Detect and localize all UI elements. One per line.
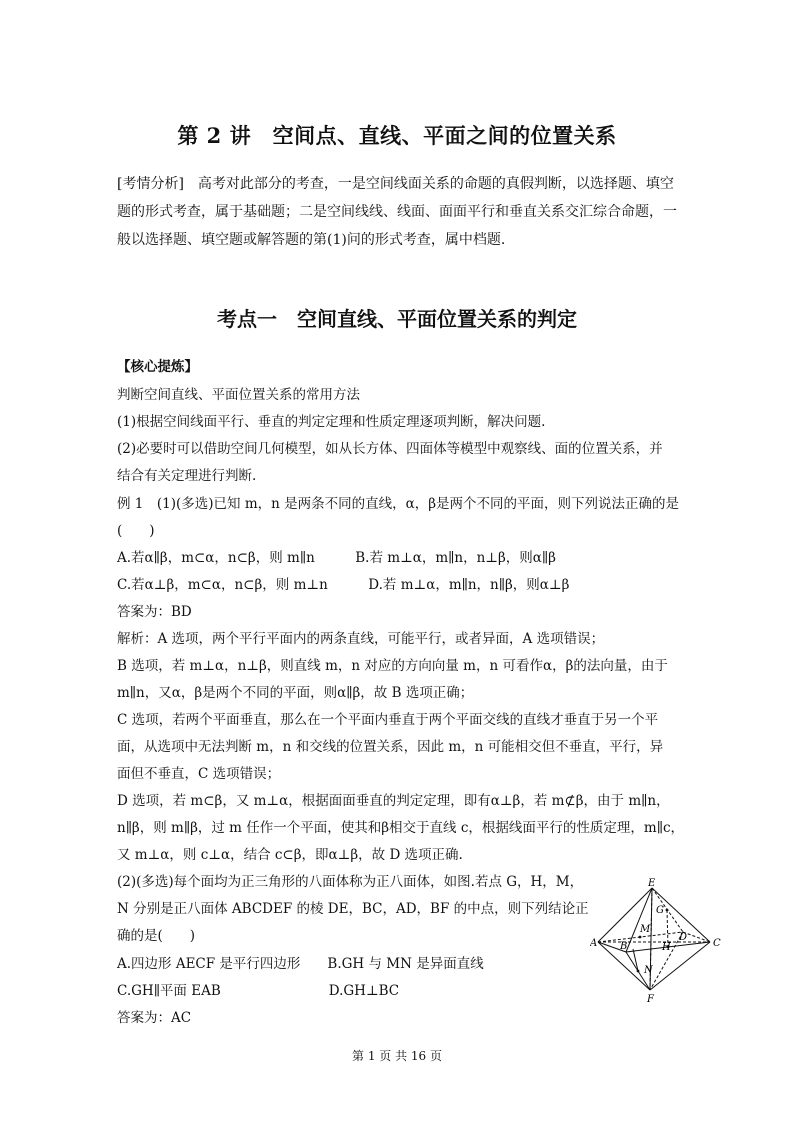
analysis-label: [考情分析] xyxy=(117,176,184,192)
text-line: n∥β，则 m∥β，过 m 任作一个平面，使其和β相交于直线 c，根据线面平行的性质定理，m∥c， xyxy=(117,820,685,836)
text-line: C 选项，若两个平面垂直，那么在一个平面内垂直于两个平面交线的直线才垂直于另一个平 xyxy=(117,712,659,728)
option-line: C.若α⊥β，m⊂α，n⊂β，则 m⊥n D.若 m⊥α，m∥n，n∥β，则α⊥β xyxy=(117,577,570,593)
option-line: A.若α∥β，m⊂α，n⊂β，则 m∥n B.若 m⊥α，m∥n，n⊥β，则α∥β xyxy=(117,550,556,566)
octahedron-figure xyxy=(590,876,730,1006)
text-line: 结合有关定理进行判断. xyxy=(117,468,257,484)
label-M: M xyxy=(640,924,651,935)
text-line: (1)根据空间线面平行、垂直的判定定理和性质定理逐项判断，解决问题. xyxy=(117,414,546,430)
text-line: 判断空间直线、平面位置关系的常用方法 xyxy=(117,387,360,403)
label-A: A xyxy=(590,938,598,949)
label-E: E xyxy=(648,878,656,889)
page-title: 第 2 讲 空间点、直线、平面之间的位置关系 xyxy=(177,123,617,148)
page-footer: 第 1 页 共 16 页 xyxy=(352,1049,442,1063)
text-line: B 选项，若 m⊥α，n⊥β，则直线 m，n 对应的方向向量 m，n 可看作α，β的法向量，由于 xyxy=(117,658,668,674)
text-line: N 分别是正八面体 ABCDEF 的棱 DE，BC，AD，BF 的中点，则下列结论正 xyxy=(117,901,589,917)
option-line: C.GH∥平面 EAB D.GH⊥BC xyxy=(117,983,400,999)
example-line: 例 1 (1)(多选)已知 m，n 是两条不同的直线，α，β是两个不同的平面，则下列说法正确的是 xyxy=(117,496,680,512)
section-title: 考点一 空间直线、平面位置关系的判定 xyxy=(217,307,577,331)
analysis-paragraph xyxy=(117,170,677,254)
label-N: N xyxy=(644,965,653,976)
answer-line: 答案为：AC xyxy=(117,1010,192,1026)
label-H: H xyxy=(662,942,671,953)
label-F: F xyxy=(647,994,654,1005)
text-line: D 选项，若 m⊂β，又 m⊥α，根据面面垂直的判定定理，即有α⊥β，若 m⊄β，由于 m∥n， xyxy=(117,793,670,809)
answer-line: 答案为：BD xyxy=(117,604,192,620)
text-line: 确的是( ) xyxy=(117,928,196,944)
text-line: 面，从选项中无法判断 m，n 和交线的位置关系，因此 m，n 可能相交但不垂直，平行，异 xyxy=(117,739,664,755)
text-line: (2)(多选)每个面均为正三角形的八面体称为正八面体，如图.若点 G，H，M， xyxy=(117,874,584,890)
label-D: D xyxy=(679,932,688,943)
analysis-text: 高考对此部分的考查，一是空间线面关系的命题的真假判断，以选择题、填空题的形式考查，属于基础题；二是空间线线、线面、面面平行和垂直关系交汇综合命题，一般以选择题、填空题或解答题的第(1)问的形式考查，属中档题. xyxy=(117,176,677,248)
label-B: B xyxy=(620,941,628,952)
text-line: (2)必要时可以借助空间几何模型，如从长方体、四面体等模型中观察线、面的位置关系，并 xyxy=(117,441,663,457)
option-line: A.四边形 AECF 是平行四边形 B.GH 与 MN 是异面直线 xyxy=(117,956,484,972)
text-line: m∥n，又α，β是两个不同的平面，则α∥β，故 B 选项正确； xyxy=(117,685,474,701)
text-line: 又 m⊥α，则 c⊥α，结合 c⊂β，即α⊥β，故 D 选项正确. xyxy=(117,847,463,863)
label-G: G xyxy=(656,905,664,916)
text-line: 面但不垂直，C 选项错误； xyxy=(117,766,281,782)
text-line: 解析：A 选项，两个平行平面内的两条直线，可能平行，或者异面，A 选项错误； xyxy=(117,631,605,647)
label-C: C xyxy=(713,938,721,949)
text-line: ( ) xyxy=(117,523,155,539)
core-heading: 【核心提炼】 xyxy=(117,359,198,375)
